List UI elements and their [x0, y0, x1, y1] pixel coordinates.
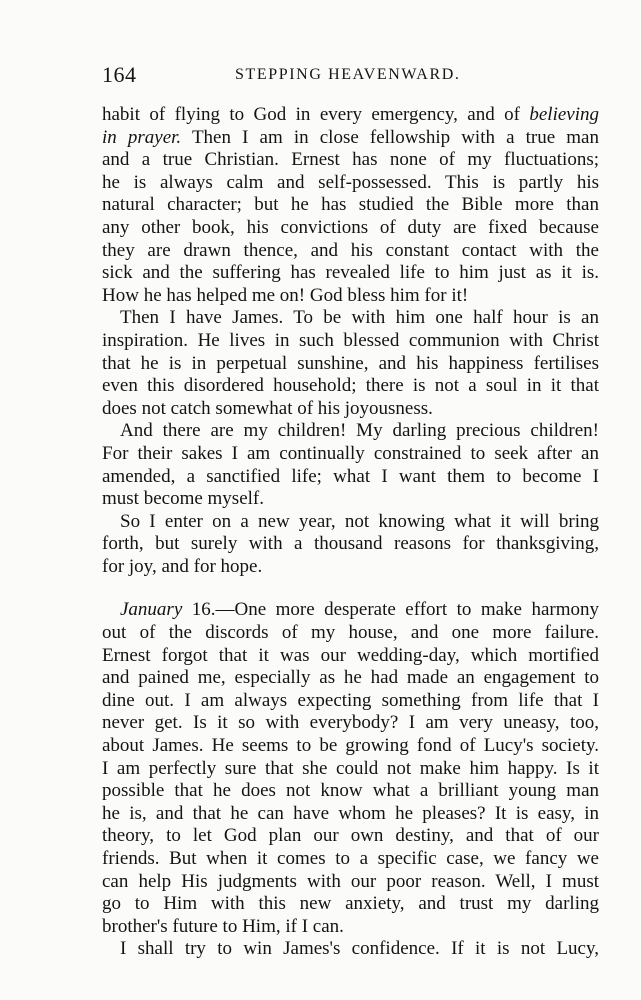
text-run: amended, a sanctified life; what I want them to become I [102, 465, 599, 487]
text-line [102, 645, 599, 668]
text-line [102, 712, 599, 735]
text-run: go to Him with this new anxiety, and trust my darling [102, 893, 599, 915]
text-run: I shall try to win James's confidence. If it is not Lucy, [120, 938, 599, 960]
text-run: must become myself. [102, 488, 264, 510]
text-run: Then I am in close fellowship with a true man [181, 126, 599, 148]
text-run: natural character; but he has studied the Bible more than [102, 194, 599, 216]
text-line [102, 533, 599, 556]
section-break [102, 578, 599, 599]
text-run: brother's future to Him, if I can. [102, 915, 344, 937]
text-run: can help His judgments with our poor reason. Well, I must [102, 870, 599, 892]
text-line [102, 285, 599, 308]
text-run: about James. He seems to be growing fond of Lucy's society. [102, 735, 599, 757]
text-line [102, 916, 599, 939]
text-line [102, 240, 599, 263]
text-line [102, 127, 599, 150]
text-run: any other book, his convictions of duty are fixed because [102, 216, 599, 238]
text-line [102, 511, 599, 534]
text-line [102, 735, 599, 758]
text-line [102, 667, 599, 690]
text-run: he is, and that he can have whom he pleases? It is easy, in [102, 802, 599, 824]
text-line [102, 443, 599, 466]
text-run: Ernest forgot that it was our wedding-day, which mortified [102, 644, 599, 666]
text-line [102, 848, 599, 871]
text-line [102, 262, 599, 285]
text-run: possible that he does not know what a brilliant young man [102, 780, 599, 802]
text-line [102, 375, 599, 398]
text-line [102, 488, 599, 511]
text-run: Then I have James. To be with him one half hour is an [120, 307, 599, 329]
text-line [102, 803, 599, 826]
text-line [102, 690, 599, 713]
text-line [102, 353, 599, 376]
text-run: out of the discords of my house, and one more failure. [102, 622, 599, 644]
text-line [102, 172, 599, 195]
text-run: sick and the suffering has revealed life to him just as it is. [102, 262, 599, 284]
text-run: they are drawn thence, and his constant contact with the [102, 239, 599, 261]
text-run: does not catch somewhat of his joyousness. [102, 397, 433, 419]
italic-text: January [120, 599, 183, 621]
text-run: dine out. I am always expecting something from life that I [102, 689, 599, 711]
text-line [102, 599, 599, 622]
text-line [102, 780, 599, 803]
text-run: 16.—One more desperate effort to make harmony [182, 599, 599, 621]
text-run: And there are my children! My darling precious children! [120, 420, 599, 442]
text-run: forth, but surely with a thousand reasons for thanksgiving, [102, 533, 599, 555]
text-line [102, 398, 599, 421]
text-line [102, 104, 599, 127]
text-run: friends. But when it comes to a specific case, we fancy we [102, 848, 599, 869]
running-head [102, 62, 602, 92]
text-line [102, 149, 599, 172]
text-run: How he has helped me on! God bless him for it! [102, 284, 469, 306]
text-line [102, 825, 599, 848]
text-line [102, 622, 599, 645]
page-number: 164 [102, 62, 137, 87]
text-line [102, 307, 599, 330]
italic-text: in prayer. [102, 126, 182, 148]
text-line [102, 893, 599, 916]
text-run: that he is in perpetual sunshine, and his happiness fertilises [102, 352, 599, 374]
text-line [102, 217, 599, 240]
text-line [102, 466, 599, 489]
text-line [102, 330, 599, 353]
text-run: theory, to let God plan our own destiny, and that of our [102, 825, 599, 847]
body-text [102, 104, 599, 961]
text-run: and pained me, especially as he had made an engagement to [102, 667, 599, 689]
book-title: STEPPING HEAVENWARD. [235, 66, 461, 83]
text-run: I am perfectly sure that she could not make him happy. Is it [102, 757, 599, 779]
text-run: For their sakes I am continually constrained to seek after an [102, 442, 599, 464]
text-line [102, 556, 599, 579]
text-line [102, 420, 599, 443]
text-run: never get. Is it so with everybody? I am very uneasy, too, [102, 712, 599, 734]
text-line [102, 871, 599, 894]
text-run: and a true Christian. Ernest has none of my fluctuations; [102, 149, 599, 171]
italic-text: believing [529, 104, 599, 125]
text-line [102, 938, 599, 961]
text-run: inspiration. He lives in such blessed communion with Christ [102, 329, 599, 351]
text-run: habit of flying to God in every emergency, and of [102, 104, 530, 125]
text-run: for joy, and for hope. [102, 555, 263, 577]
text-line [102, 758, 599, 781]
text-run: So I enter on a new year, not knowing what it will bring [120, 510, 599, 532]
text-run: even this disordered household; there is not a soul in it that [102, 375, 599, 397]
text-line [102, 194, 599, 217]
text-run: he is always calm and self-possessed. This is partly his [102, 171, 599, 193]
